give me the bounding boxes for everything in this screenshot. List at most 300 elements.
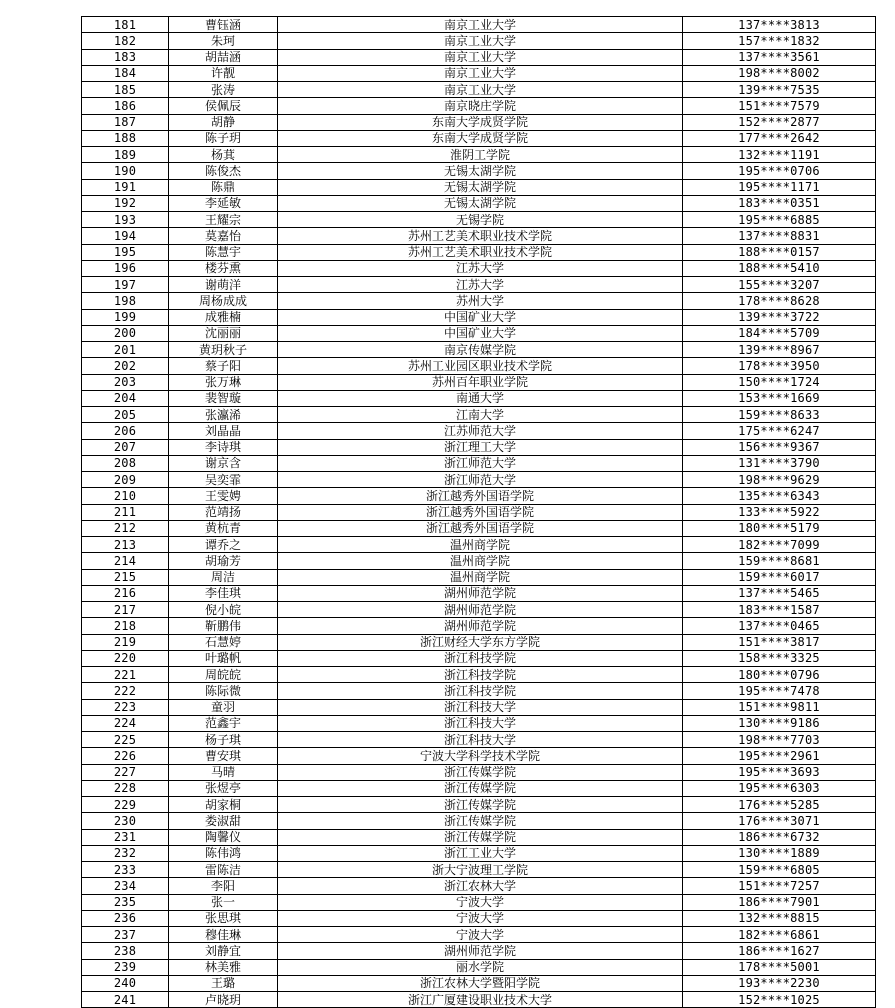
name-cell: 胡静 [169,114,278,130]
roster-table [81,16,876,1008]
row-number-cell: 188 [82,130,169,146]
row-number-cell: 189 [82,147,169,163]
phone-cell: 184****5709 [683,325,876,341]
school-cell: 浙江师范大学 [278,472,683,488]
row-number-cell: 193 [82,212,169,228]
school-cell: 苏州工艺美术职业技术学院 [278,244,683,260]
name-cell: 李佳琪 [169,585,278,601]
row-number-cell: 184 [82,65,169,81]
row-number-cell: 202 [82,358,169,374]
school-cell: 湖州师范学院 [278,602,683,618]
table-row [82,845,876,861]
table-row [82,17,876,33]
row-number-cell: 221 [82,667,169,683]
school-cell: 浙江科技学院 [278,650,683,666]
row-number-cell: 220 [82,650,169,666]
school-cell: 东南大学成贤学院 [278,114,683,130]
phone-cell: 178****8628 [683,293,876,309]
phone-cell: 153****1669 [683,390,876,406]
school-cell: 东南大学成贤学院 [278,130,683,146]
name-cell: 叶璐帆 [169,650,278,666]
name-cell: 张万琳 [169,374,278,390]
table-row [82,959,876,975]
table-row [82,927,876,943]
name-cell: 王雯娉 [169,488,278,504]
table-row [82,797,876,813]
name-cell: 许靓 [169,65,278,81]
phone-cell: 139****3722 [683,309,876,325]
table-row [82,439,876,455]
name-cell: 林美雅 [169,959,278,975]
school-cell: 南京晓庄学院 [278,98,683,114]
phone-cell: 177****2642 [683,130,876,146]
table-row [82,699,876,715]
name-cell: 张煜亭 [169,780,278,796]
school-cell: 江苏大学 [278,260,683,276]
name-cell: 吴奕霏 [169,472,278,488]
row-number-cell: 238 [82,943,169,959]
school-cell: 江苏师范大学 [278,423,683,439]
phone-cell: 193****2230 [683,975,876,991]
name-cell: 谢京含 [169,455,278,471]
name-cell: 刘晶晶 [169,423,278,439]
phone-cell: 156****9367 [683,439,876,455]
school-cell: 宁波大学 [278,894,683,910]
school-cell: 丽水学院 [278,959,683,975]
phone-cell: 175****6247 [683,423,876,439]
school-cell: 南京工业大学 [278,49,683,65]
name-cell: 靳鹏伟 [169,618,278,634]
school-cell: 苏州工业园区职业技术学院 [278,358,683,374]
phone-cell: 198****7703 [683,732,876,748]
school-cell: 宁波大学 [278,927,683,943]
phone-cell: 178****5001 [683,959,876,975]
name-cell: 童羽 [169,699,278,715]
name-cell: 倪小皖 [169,602,278,618]
name-cell: 黄杭青 [169,520,278,536]
table-row [82,780,876,796]
table-row [82,244,876,260]
phone-cell: 178****3950 [683,358,876,374]
table-row [82,277,876,293]
row-number-cell: 203 [82,374,169,390]
table-row [82,910,876,926]
table-row [82,147,876,163]
table-row [82,212,876,228]
name-cell: 杨萁 [169,147,278,163]
school-cell: 浙江广厦建设职业技术大学 [278,992,683,1008]
table-row [82,748,876,764]
school-cell: 南京工业大学 [278,65,683,81]
phone-cell: 130****1889 [683,845,876,861]
school-cell: 浙江传媒学院 [278,797,683,813]
phone-cell: 137****0465 [683,618,876,634]
row-number-cell: 236 [82,910,169,926]
name-cell: 谢萌洋 [169,277,278,293]
row-number-cell: 219 [82,634,169,650]
row-number-cell: 240 [82,975,169,991]
name-cell: 周洁 [169,569,278,585]
row-number-cell: 191 [82,179,169,195]
school-cell: 无锡学院 [278,212,683,228]
school-cell: 湖州师范学院 [278,618,683,634]
phone-cell: 133****5922 [683,504,876,520]
row-number-cell: 210 [82,488,169,504]
school-cell: 淮阴工学院 [278,147,683,163]
phone-cell: 137****3561 [683,49,876,65]
table-row [82,488,876,504]
table-row [82,943,876,959]
name-cell: 莫嘉怡 [169,228,278,244]
table-row [82,195,876,211]
school-cell: 温州商学院 [278,537,683,553]
school-cell: 浙江理工大学 [278,439,683,455]
table-row [82,374,876,390]
row-number-cell: 182 [82,33,169,49]
row-number-cell: 194 [82,228,169,244]
school-cell: 苏州工艺美术职业技术学院 [278,228,683,244]
table-row [82,829,876,845]
table-row [82,65,876,81]
phone-cell: 152****2877 [683,114,876,130]
phone-cell: 150****1724 [683,374,876,390]
row-number-cell: 186 [82,98,169,114]
row-number-cell: 233 [82,862,169,878]
name-cell: 王耀宗 [169,212,278,228]
table-row [82,602,876,618]
row-number-cell: 190 [82,163,169,179]
table-row [82,358,876,374]
phone-cell: 139****7535 [683,82,876,98]
phone-cell: 139****8967 [683,342,876,358]
phone-cell: 157****1832 [683,33,876,49]
row-number-cell: 197 [82,277,169,293]
phone-cell: 132****8815 [683,910,876,926]
table-row [82,98,876,114]
table-row [82,179,876,195]
school-cell: 无锡太湖学院 [278,163,683,179]
school-cell: 浙江农林大学暨阳学院 [278,975,683,991]
phone-cell: 186****6732 [683,829,876,845]
row-number-cell: 234 [82,878,169,894]
school-cell: 宁波大学科学技术学院 [278,748,683,764]
name-cell: 陈鼎 [169,179,278,195]
phone-cell: 137****3813 [683,17,876,33]
school-cell: 中国矿业大学 [278,325,683,341]
school-cell: 浙江财经大学东方学院 [278,634,683,650]
name-cell: 李延敏 [169,195,278,211]
row-number-cell: 226 [82,748,169,764]
row-number-cell: 216 [82,585,169,601]
row-number-cell: 227 [82,764,169,780]
table-row [82,407,876,423]
school-cell: 浙江越秀外国语学院 [278,520,683,536]
school-cell: 苏州百年职业学院 [278,374,683,390]
row-number-cell: 212 [82,520,169,536]
name-cell: 张涛 [169,82,278,98]
phone-cell: 158****3325 [683,650,876,666]
row-number-cell: 229 [82,797,169,813]
school-cell: 江南大学 [278,407,683,423]
phone-cell: 151****7257 [683,878,876,894]
name-cell: 周杨成成 [169,293,278,309]
name-cell: 裴智璇 [169,390,278,406]
school-cell: 浙江师范大学 [278,455,683,471]
phone-cell: 188****0157 [683,244,876,260]
table-row [82,520,876,536]
school-cell: 浙江科技学院 [278,683,683,699]
phone-cell: 159****6017 [683,569,876,585]
row-number-cell: 187 [82,114,169,130]
phone-cell: 152****1025 [683,992,876,1008]
name-cell: 王璐 [169,975,278,991]
phone-cell: 186****1627 [683,943,876,959]
name-cell: 陶馨仪 [169,829,278,845]
row-number-cell: 225 [82,732,169,748]
roster-rows [82,17,876,1008]
table-row [82,325,876,341]
name-cell: 蔡子阳 [169,358,278,374]
table-row [82,260,876,276]
school-cell: 南京传媒学院 [278,342,683,358]
phone-cell: 132****1191 [683,147,876,163]
row-number-cell: 201 [82,342,169,358]
table-row [82,634,876,650]
phone-cell: 180****0796 [683,667,876,683]
phone-cell: 198****8002 [683,65,876,81]
name-cell: 沈丽丽 [169,325,278,341]
school-cell: 湖州师范学院 [278,943,683,959]
name-cell: 张思琪 [169,910,278,926]
name-cell: 范靖扬 [169,504,278,520]
school-cell: 浙江传媒学院 [278,813,683,829]
school-cell: 温州商学院 [278,553,683,569]
name-cell: 陈慧宇 [169,244,278,260]
phone-cell: 176****5285 [683,797,876,813]
table-row [82,732,876,748]
row-number-cell: 181 [82,17,169,33]
row-number-cell: 230 [82,813,169,829]
phone-cell: 195****6885 [683,212,876,228]
table-row [82,650,876,666]
phone-cell: 155****3207 [683,277,876,293]
row-number-cell: 222 [82,683,169,699]
row-number-cell: 195 [82,244,169,260]
table-row [82,504,876,520]
table-row [82,683,876,699]
row-number-cell: 235 [82,894,169,910]
row-number-cell: 183 [82,49,169,65]
school-cell: 温州商学院 [278,569,683,585]
table-row [82,553,876,569]
table-row [82,309,876,325]
school-cell: 浙江科技大学 [278,732,683,748]
row-number-cell: 214 [82,553,169,569]
phone-cell: 151****7579 [683,98,876,114]
name-cell: 陈伟鸿 [169,845,278,861]
row-number-cell: 199 [82,309,169,325]
row-number-cell: 200 [82,325,169,341]
name-cell: 马晴 [169,764,278,780]
name-cell: 谭乔之 [169,537,278,553]
phone-cell: 176****3071 [683,813,876,829]
row-number-cell: 228 [82,780,169,796]
row-number-cell: 232 [82,845,169,861]
phone-cell: 195****0706 [683,163,876,179]
row-number-cell: 241 [82,992,169,1008]
row-number-cell: 198 [82,293,169,309]
row-number-cell: 231 [82,829,169,845]
name-cell: 娄淑甜 [169,813,278,829]
phone-cell: 131****3790 [683,455,876,471]
name-cell: 李阳 [169,878,278,894]
table-row [82,293,876,309]
name-cell: 范鑫宇 [169,715,278,731]
row-number-cell: 215 [82,569,169,585]
school-cell: 无锡太湖学院 [278,195,683,211]
table-row [82,894,876,910]
name-cell: 雷陈洁 [169,862,278,878]
table-row [82,569,876,585]
school-cell: 苏州大学 [278,293,683,309]
school-cell: 无锡太湖学院 [278,179,683,195]
table-row [82,975,876,991]
table-row [82,114,876,130]
school-cell: 浙江传媒学院 [278,764,683,780]
school-cell: 浙江传媒学院 [278,829,683,845]
table-row [82,390,876,406]
phone-cell: 159****8633 [683,407,876,423]
school-cell: 南通大学 [278,390,683,406]
name-cell: 周皖皖 [169,667,278,683]
row-number-cell: 204 [82,390,169,406]
name-cell: 胡家桐 [169,797,278,813]
name-cell: 卢晓玥 [169,992,278,1008]
school-cell: 浙江越秀外国语学院 [278,504,683,520]
phone-cell: 188****5410 [683,260,876,276]
phone-cell: 195****3693 [683,764,876,780]
name-cell: 胡瑜芳 [169,553,278,569]
school-cell: 浙江科技大学 [278,715,683,731]
phone-cell: 159****6805 [683,862,876,878]
name-cell: 刘静宜 [169,943,278,959]
table-row [82,862,876,878]
school-cell: 浙江传媒学院 [278,780,683,796]
table-row [82,423,876,439]
table-row [82,33,876,49]
table-row [82,82,876,98]
name-cell: 陈子玥 [169,130,278,146]
name-cell: 曹钰涵 [169,17,278,33]
phone-cell: 135****6343 [683,488,876,504]
school-cell: 浙江科技大学 [278,699,683,715]
phone-cell: 151****3817 [683,634,876,650]
name-cell: 杨子琪 [169,732,278,748]
school-cell: 江苏大学 [278,277,683,293]
table-row [82,667,876,683]
row-number-cell: 206 [82,423,169,439]
phone-cell: 195****7478 [683,683,876,699]
row-number-cell: 185 [82,82,169,98]
phone-cell: 195****6303 [683,780,876,796]
row-number-cell: 208 [82,455,169,471]
name-cell: 胡喆涵 [169,49,278,65]
phone-cell: 195****2961 [683,748,876,764]
table-row [82,715,876,731]
table-row [82,537,876,553]
row-number-cell: 224 [82,715,169,731]
school-cell: 南京工业大学 [278,17,683,33]
school-cell: 南京工业大学 [278,33,683,49]
name-cell: 陈俊杰 [169,163,278,179]
row-number-cell: 239 [82,959,169,975]
table-row [82,455,876,471]
name-cell: 张一 [169,894,278,910]
name-cell: 穆佳琳 [169,927,278,943]
school-cell: 宁波大学 [278,910,683,926]
name-cell: 李诗琪 [169,439,278,455]
phone-cell: 137****5465 [683,585,876,601]
table-row [82,878,876,894]
name-cell: 成雅楠 [169,309,278,325]
row-number-cell: 211 [82,504,169,520]
row-number-cell: 218 [82,618,169,634]
row-number-cell: 205 [82,407,169,423]
name-cell: 朱珂 [169,33,278,49]
phone-cell: 182****6861 [683,927,876,943]
row-number-cell: 213 [82,537,169,553]
school-cell: 中国矿业大学 [278,309,683,325]
row-number-cell: 207 [82,439,169,455]
school-cell: 浙江农林大学 [278,878,683,894]
table-row [82,130,876,146]
school-cell: 南京工业大学 [278,82,683,98]
table-row [82,618,876,634]
phone-cell: 137****8831 [683,228,876,244]
phone-cell: 182****7099 [683,537,876,553]
school-cell: 浙江工业大学 [278,845,683,861]
school-cell: 浙大宁波理工学院 [278,862,683,878]
row-number-cell: 217 [82,602,169,618]
phone-cell: 183****0351 [683,195,876,211]
name-cell: 曹安琪 [169,748,278,764]
phone-cell: 198****9629 [683,472,876,488]
row-number-cell: 237 [82,927,169,943]
row-number-cell: 196 [82,260,169,276]
phone-cell: 195****1171 [683,179,876,195]
name-cell: 石慧婷 [169,634,278,650]
table-row [82,764,876,780]
name-cell: 侯佩辰 [169,98,278,114]
table-row [82,49,876,65]
name-cell: 黄玥秋子 [169,342,278,358]
table-row [82,585,876,601]
school-cell: 浙江科技学院 [278,667,683,683]
table-row [82,228,876,244]
school-cell: 浙江越秀外国语学院 [278,488,683,504]
name-cell: 陈际微 [169,683,278,699]
school-cell: 湖州师范学院 [278,585,683,601]
name-cell: 楼芬熏 [169,260,278,276]
phone-cell: 186****7901 [683,894,876,910]
table-row [82,992,876,1008]
phone-cell: 130****9186 [683,715,876,731]
phone-cell: 183****1587 [683,602,876,618]
phone-cell: 180****5179 [683,520,876,536]
table-row [82,163,876,179]
row-number-cell: 192 [82,195,169,211]
row-number-cell: 209 [82,472,169,488]
